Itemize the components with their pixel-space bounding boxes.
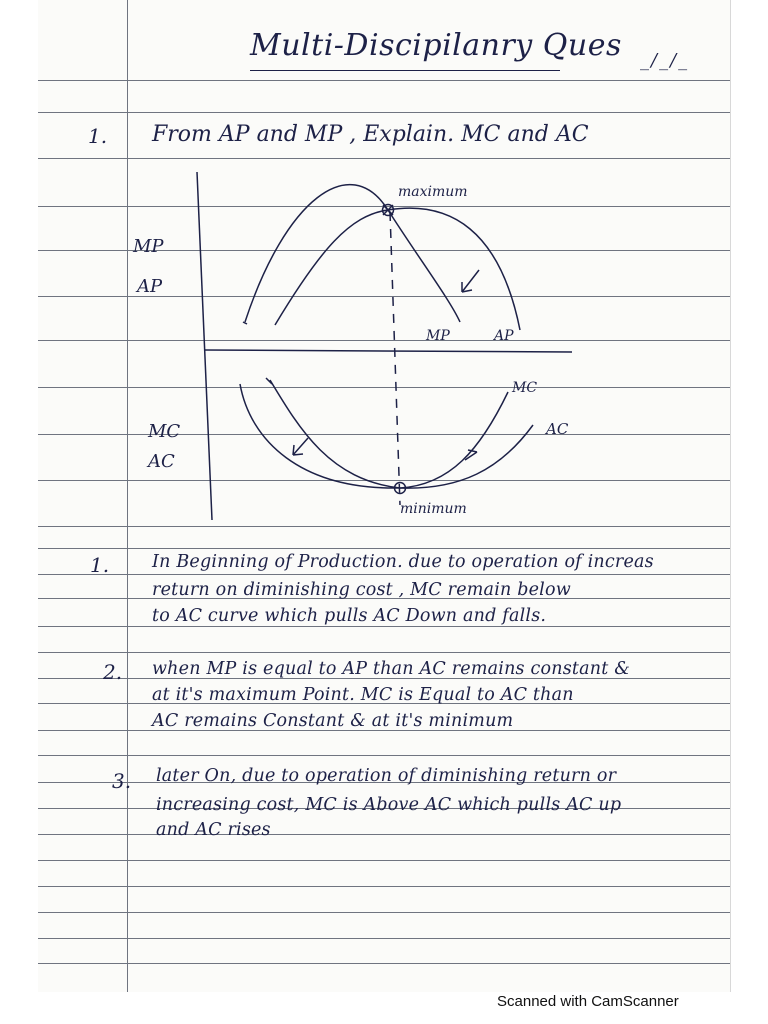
answer-1-line-1: In Beginning of Production. due to operation of increas bbox=[152, 552, 654, 572]
mc-curve-label: MC bbox=[512, 380, 538, 396]
maximum-label: maximum bbox=[398, 184, 468, 200]
mp-curve-label: MP bbox=[426, 328, 450, 344]
ap-curve bbox=[275, 208, 520, 330]
answer-3-line-2: increasing cost, MC is Above AC which pulls AC up bbox=[156, 795, 622, 815]
answer-3-line-1: later On, due to operation of diminishing return or bbox=[156, 766, 617, 786]
date-field: _/_/_ bbox=[640, 50, 690, 71]
scanner-watermark: Scanned with CamScanner bbox=[497, 993, 679, 1010]
ap-curve-label: AP bbox=[494, 328, 514, 344]
answer-2-line-3: AC remains Constant & at it's minimum bbox=[152, 711, 514, 731]
answer-1-line-3: to AC curve which pulls AC Down and falls. bbox=[152, 606, 547, 626]
question-text: From AP and MP , Explain. MC and AC bbox=[152, 122, 589, 147]
label-ap: AP bbox=[137, 276, 163, 297]
arrow-down-icon bbox=[462, 270, 479, 292]
arrow-down-left-icon bbox=[293, 438, 308, 455]
mp-curve bbox=[245, 185, 460, 322]
dashed-line bbox=[390, 212, 400, 505]
answer-2-line-2: at it's maximum Point. MC is Equal to AC than bbox=[152, 685, 574, 705]
answer-3-number: 3. bbox=[112, 769, 132, 793]
label-mc: MC bbox=[148, 421, 181, 442]
ac-curve-label: AC bbox=[546, 420, 569, 438]
answer-3-line-3: and AC rises bbox=[156, 820, 271, 840]
y-axis bbox=[197, 172, 212, 520]
page-title: Multi-Discipilanry Ques bbox=[250, 28, 622, 63]
x-axis bbox=[205, 350, 572, 352]
answer-1-number: 1. bbox=[90, 553, 110, 577]
minimum-label: minimum bbox=[400, 501, 467, 517]
answer-2-line-1: when MP is equal to AP than AC remains constant & bbox=[152, 659, 630, 679]
mc-curve bbox=[240, 384, 508, 488]
answer-2-number: 2. bbox=[103, 660, 123, 684]
answer-1-line-2: return on diminishing cost , MC remain below bbox=[152, 580, 571, 600]
label-ac: AC bbox=[148, 451, 175, 472]
label-mp: MP bbox=[133, 236, 164, 257]
question-number: 1. bbox=[88, 124, 108, 148]
